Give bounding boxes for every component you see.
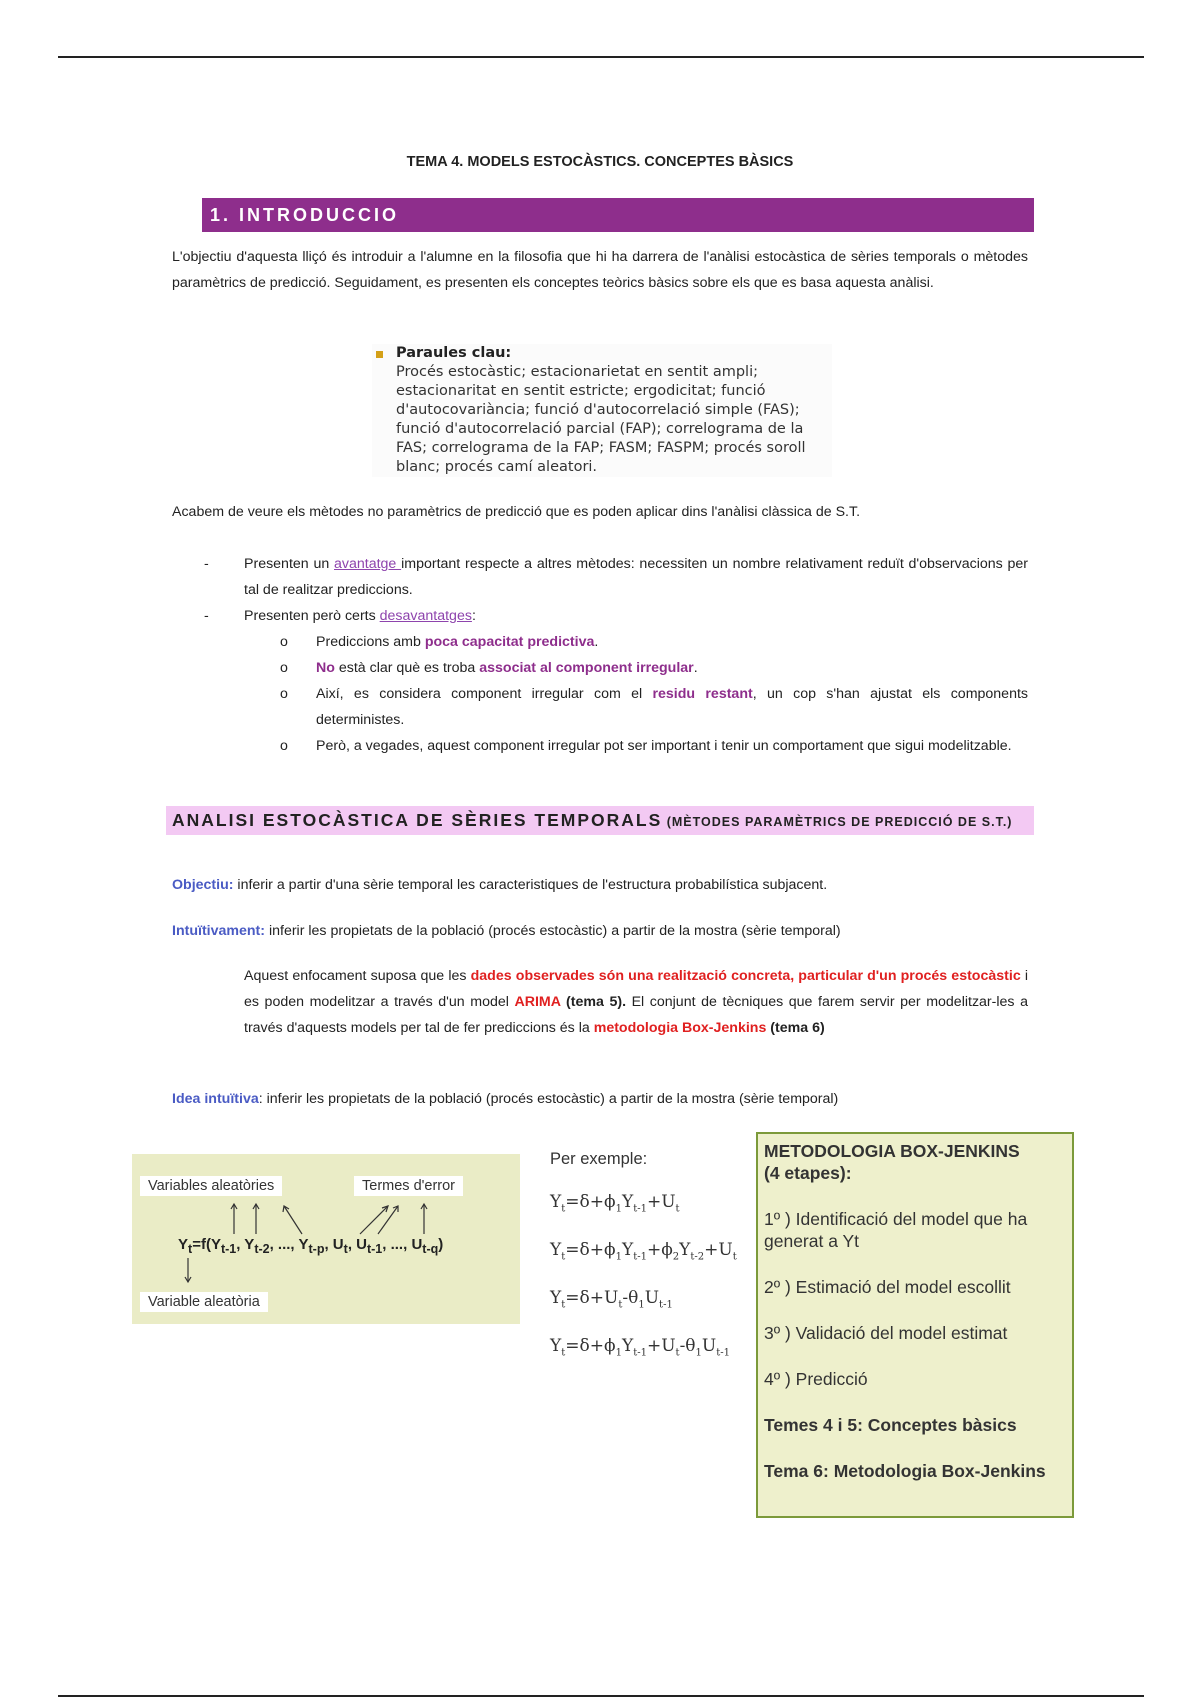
idea-label: Idea intuïtiva <box>172 1091 259 1107</box>
text-span: Però, a vegades, aquest component irregular pot ser important i tenir un comportament que sigui modelitzable. <box>316 738 1012 754</box>
text-span: inferir a partir d'una sèrie temporal les caracteristiques de l'estructura probabilística subjacent. <box>233 877 828 893</box>
text-span: poca capacitat predictiva <box>424 634 595 650</box>
bj-temes-4-5: Temes 4 i 5: Conceptes bàsics <box>764 1415 1017 1435</box>
bj-step-4: 4º ) Predicció <box>764 1369 868 1389</box>
circle-bullet-icon: o <box>280 686 288 702</box>
text-span: Aquest enfocament suposa que les <box>244 968 471 984</box>
text-span: Així, es considera component irregular com el <box>316 686 653 702</box>
list-item <box>172 603 1028 629</box>
advantages-list <box>172 551 1028 759</box>
text-span: important respecte a altres mètodes: necessiten un nombre relativament reduït d'observacions per tal de realitzar prediccions. <box>244 556 1028 598</box>
square-bullet-icon <box>376 351 383 358</box>
text-span: i es poden modelitzar a través d'un model <box>244 968 1029 1010</box>
keywords-heading: Paraules clau: <box>396 345 512 361</box>
circle-bullet-icon: o <box>280 660 288 676</box>
text-span: Prediccions amb <box>316 634 425 650</box>
text-span: No <box>316 660 335 676</box>
text-span: : inferir les propietats de la població (procés estocàstic) a partir de la mostra (sèrie temporal) <box>258 1091 839 1107</box>
text-span: inferir les propietats de la població (procés estocàstic) a partir de la mostra (sèrie temporal) <box>265 923 841 939</box>
circle-bullet-icon: o <box>280 738 288 754</box>
sub-list-item <box>172 733 1028 759</box>
text-span: (tema 6) <box>766 1020 825 1036</box>
bj-tema-6: Tema 6: Metodologia Box-Jenkins <box>764 1461 1046 1481</box>
idea-line <box>172 1088 1028 1110</box>
keywords-box <box>372 344 832 477</box>
section-heading-introduccio: 1. INTRODUCCIO <box>202 198 1034 232</box>
intuitivament-line <box>172 920 1028 942</box>
text-span: Presenten però certs <box>244 608 380 624</box>
bj-title: METODOLOGIA BOX-JENKINS <box>764 1141 1020 1161</box>
text-span: Presenten un <box>244 556 334 572</box>
equation-arma11: $Y_t=\delta+\phi_1Y_{t-1}+U_t-\theta_1U_{t-1}$ <box>550 1336 731 1359</box>
equation-ar2: $Y_t=\delta+\phi_1Y_{t-1}+\phi_2Y_{t-2}+U_t$ <box>550 1240 737 1263</box>
variable-aleatoria-label: Variable aleatòria <box>140 1292 268 1312</box>
variables-aleatories-label: Variables aleatòries <box>140 1176 282 1196</box>
nonparametric-text: Acabem de veure els mètodes no paramètrics de predicció que es poden aplicar dins l'anàlisi clàssica de S.T. <box>172 504 861 520</box>
dash-bullet-icon: - <box>204 608 209 624</box>
bj-subtitle: (4 etapes): <box>764 1163 852 1183</box>
circle-bullet-icon: o <box>280 634 288 650</box>
text-span: està clar què es troba <box>334 660 480 676</box>
bj-step-1: 1º ) Identificació del model que ha generat a Yt <box>764 1209 1028 1251</box>
bottom-rule <box>58 1695 1144 1697</box>
text-span: , un cop s'han ajustat els components deterministes. <box>316 686 1029 728</box>
termes-error-label: Termes d'error <box>354 1176 463 1196</box>
intro-paragraph: L'objectiu d'aquesta lliçó és introduir a l'alumne en la filosofia que hi ha darrera de l'anàlisi estocàstica de sèries temporals o mètodes paramètrics de predicció. Seguidament, es presenten els conceptes teòrics bàsics sobre els que es basa aquesta anàlisi. <box>172 249 1028 291</box>
equation-ar1: $Y_t=\delta+\phi_1Y_{t-1}+U_t$ <box>550 1192 680 1215</box>
bj-step-3: 3º ) Validació del model estimat <box>764 1323 1008 1343</box>
enfocament-paragraph <box>244 963 1028 1041</box>
text-span: dades observades són una realització concreta, particular d'un procés estocàstic <box>470 968 1021 984</box>
bj-step-2: 2º ) Estimació del model escollit <box>764 1277 1011 1297</box>
section-heading-analisi <box>166 806 1034 835</box>
text-span: . <box>594 634 599 650</box>
examples-heading: Per exemple: <box>550 1150 648 1168</box>
general-model-formula: $Y_t=f(Y_{t-1}$, $Y_{t-2}$, ..., $Y_{t-p}$, $U_t$, $U_{t-1}$, ..., $U_{t-q}$) <box>178 1236 444 1256</box>
text-span: El conjunt de tècniques que farem servir per modelitzar-les a través d'aquests models per tal de fer prediccions és la <box>244 994 1028 1036</box>
text-span: . <box>693 660 698 676</box>
box-jenkins-box <box>756 1132 1074 1518</box>
objectiu-label: Objectiu: <box>172 877 234 893</box>
sub-list-item <box>172 681 1028 733</box>
text-span: (tema 5). <box>560 994 627 1010</box>
text-span: associat al component irregular <box>479 660 694 676</box>
text-span: ARIMA <box>514 994 561 1010</box>
avantatge-link[interactable]: avantatge <box>334 556 402 572</box>
text-span: metodologia Box-Jenkins <box>593 1020 767 1036</box>
dash-bullet-icon: - <box>204 556 209 572</box>
section-title: ANALISI ESTOCÀSTICA DE SÈRIES TEMPORALS <box>172 810 663 830</box>
document-title: TEMA 4. MODELS ESTOCÀSTICS. CONCEPTES BÀSICS <box>406 154 794 170</box>
top-rule <box>58 56 1144 58</box>
list-item <box>172 551 1028 603</box>
text-span: : <box>471 608 476 624</box>
sub-list-item <box>172 629 1028 655</box>
equation-ma1: $Y_t=\delta+U_t-\theta_1U_{t-1}$ <box>550 1288 673 1311</box>
objectiu-line <box>172 874 1028 896</box>
keywords-text: Procés estocàstic; estacionarietat en sentit ampli; estacionaritat en sentit estricte; ergodicitat; funció d'autocovariància; funció d'autocorrelació simple (FAS); funció d'autocorrelació parcial (FAP); correlograma de la FAS; correlograma de la FAP; FASM; FASPM; procés soroll blanc; procés camí aleatori. <box>396 364 806 475</box>
desavantatges-link[interactable]: desavantatges <box>379 608 472 624</box>
intuitivament-label: Intuïtivament: <box>172 923 266 939</box>
sub-list-item <box>172 655 1028 681</box>
section-subtitle: (MÈTODES PARAMÈTRICS DE PREDICCIÓ DE S.T.) <box>666 815 1013 829</box>
text-span: residu restant <box>652 686 753 702</box>
stochastic-diagram <box>132 1154 520 1324</box>
